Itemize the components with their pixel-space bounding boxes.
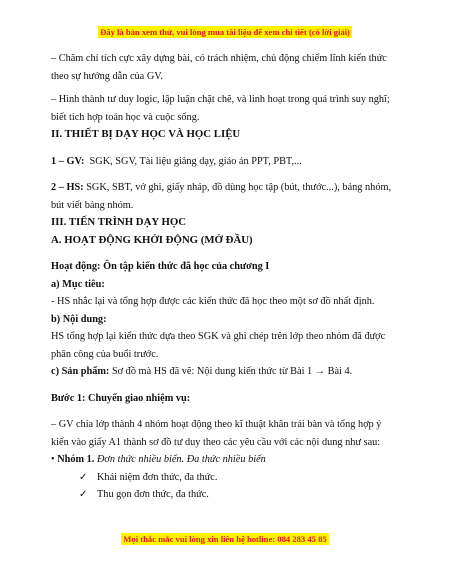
bullet-icon: •	[51, 454, 55, 465]
objective-text: - HS nhắc lại và tổng hợp được các kiến thức đã học theo một sơ đồ nhất định.	[51, 296, 375, 307]
step1-text: – GV chia lớp thành 4 nhóm hoạt động theo kĩ thuật khăn trải bàn và tổng hợp ý kiến vào giấy A1 thành sơ đồ tư duy theo các yêu cầu với các nội dung như sau:	[51, 419, 382, 448]
content-text: HS tổng hợp lại kiến thức dựa theo SGK và ghi chép trên lớp theo nhóm đã được phân công của buổi trước.	[51, 331, 386, 360]
activity-title: Hoạt động: Ôn tập kiến thức đã học của chương I	[51, 261, 270, 272]
preview-banner: Đây là bản xem thử, vui lòng mua tài liệu để xem chi tiết (có lời giải)	[100, 27, 350, 37]
check-item: ✓ Thu gọn đơn thức, đa thức.	[79, 486, 397, 504]
check-mark-icon: ✓	[79, 471, 88, 483]
step1-title: Bước 1: Chuyển giao nhiệm vụ:	[51, 392, 191, 404]
document-body	[51, 50, 397, 504]
student-materials: 2 – HS: SGK, SBT, vở ghi, giấy nháp, đồ dùng học tập (bút, thước...), bảng nhóm, bút viết bảng nhóm.	[51, 182, 392, 211]
paragraph-attitude: – Chăm chỉ tích cực xây dựng bài, có trách nhiệm, chủ động chiếm lĩnh kiến thức theo sự hướng dẫn của GV.	[51, 53, 387, 82]
section-heading-process: III. TIẾN TRÌNH DẠY HỌC	[51, 216, 187, 228]
check-mark-icon: ✓	[79, 489, 88, 500]
objective-label: a) Mục tiêu:	[51, 278, 105, 290]
product-line: c) Sản phẩm: Sơ đồ mà HS đã vẽ: Nội dung kiến thức từ Bài 1 → Bài 4.	[51, 366, 353, 377]
subheading-warmup: A. HOẠT ĐỘNG KHỞI ĐỘNG (MỞ ĐẦU)	[51, 233, 253, 246]
content-label: b) Nội dung:	[51, 313, 107, 325]
group-1-item: • Nhóm 1. Đơn thức nhiều biến. Đa thức nhiều biến	[51, 454, 266, 465]
section-heading-equipment: II. THIẾT BỊ DẠY HỌC VÀ HỌC LIỆU	[51, 128, 241, 140]
check-item: ✓ Khái niệm đơn thức, đa thức.	[79, 469, 397, 487]
paragraph-thinking: – Hình thành tư duy logic, lập luận chặt chẽ, và linh hoạt trong quá trình suy nghĩ; biết tích hợp toán học và cuộc sống.	[51, 94, 390, 123]
hotline-banner: Mọi thắc mắc vui lòng xin liên hệ hotline: 084 283 45 85	[123, 534, 327, 544]
teacher-materials: 1 – GV: SGK, SGV, Tài liệu giảng dạy, giáo án PPT, PBT,...	[51, 155, 302, 167]
